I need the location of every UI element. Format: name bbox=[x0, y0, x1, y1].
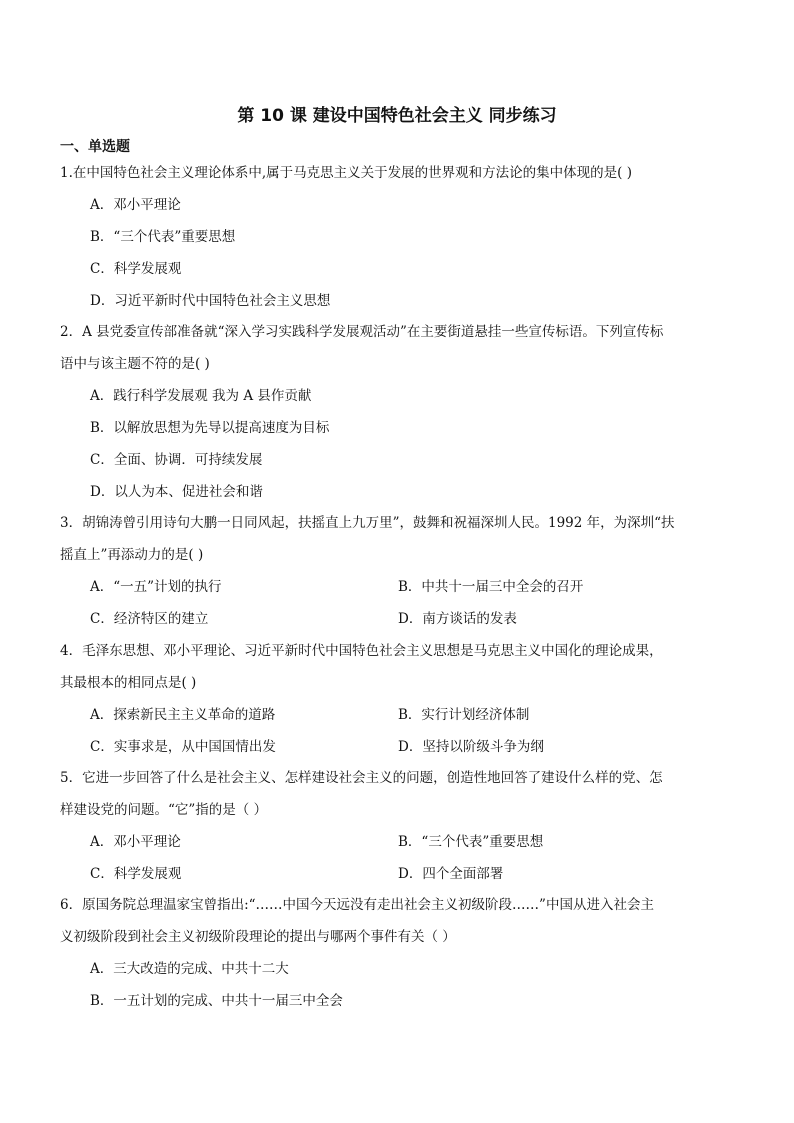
question-3-stem-line-2: 摇直上”再添动力的是( ) bbox=[60, 547, 204, 563]
question-6-option-b: B．一五计划的完成、中共十一届三中全会 bbox=[90, 993, 343, 1009]
question-3-option-a: A．“一五”计划的执行 bbox=[90, 579, 222, 595]
question-3-option-c: C．经济特区的建立 bbox=[90, 611, 209, 627]
question-2-stem-line-2: 语中与该主题不符的是( ) bbox=[60, 356, 210, 372]
question-4-option-d: D．坚持以阶级斗争为纲 bbox=[398, 739, 544, 755]
question-2-option-a: A．践行科学发展观 我为 A 县作贡献 bbox=[90, 388, 312, 404]
question-4-option-c: C．实事求是，从中国国情出发 bbox=[90, 739, 276, 755]
question-1-option-d: D．习近平新时代中国特色社会主义思想 bbox=[90, 293, 331, 309]
question-1-option-c: C．科学发展观 bbox=[90, 261, 182, 277]
question-6-stem-line-2: 义初级阶段到社会主义初级阶段理论的提出与哪两个事件有关（ ） bbox=[60, 929, 456, 945]
question-1-option-b: B．“三个代表”重要思想 bbox=[90, 229, 236, 245]
question-2-option-b: B．以解放思想为先导以提高速度为目标 bbox=[90, 420, 330, 436]
question-5-option-c: C．科学发展观 bbox=[90, 866, 182, 882]
question-1-stem: 1.在中国特色社会主义理论体系中,属于马克思主义关于发展的世界观和方法论的集中体现的是( ) bbox=[60, 165, 632, 181]
question-6-stem-line-1: 6．原国务院总理温家宝曾指出:“……中国今天远没有走出社会主义初级阶段……”中国从进入社会主 bbox=[60, 897, 654, 913]
question-5-option-d: D．四个全面部署 bbox=[398, 866, 504, 882]
question-5-stem-line-2: 样建设党的问题。“它”指的是（ ） bbox=[60, 802, 268, 818]
question-5-option-a: A．邓小平理论 bbox=[90, 834, 181, 850]
question-3-option-d: D．南方谈话的发表 bbox=[398, 611, 517, 627]
question-6-option-a: A．三大改造的完成、中共十二大 bbox=[90, 961, 289, 977]
question-5-stem-line-1: 5．它进一步回答了什么是社会主义、怎样建设社会主义的问题，创造性地回答了建设什么样的党、怎 bbox=[60, 770, 663, 786]
question-3-option-b: B．中共十一届三中全会的召开 bbox=[398, 579, 584, 595]
question-2-option-c: C．全面、协调．可持续发展 bbox=[90, 452, 263, 468]
question-2-stem-line-1: 2．A 县党委宣传部准备就“深入学习实践科学发展观活动”在主要街道悬挂一些宣传标语。下列宣传标 bbox=[60, 324, 664, 340]
question-3-stem-line-1: 3．胡锦涛曾引用诗句大鹏一日同风起，扶摇直上九万里”，鼓舞和祝福深圳人民。1992 年，为深圳“扶 bbox=[60, 515, 675, 531]
question-4-stem-line-2: 其最根本的相同点是( ) bbox=[60, 675, 197, 691]
question-4-option-b: B．实行计划经济体制 bbox=[398, 707, 530, 723]
question-2-option-d: D．以人为本、促进社会和谐 bbox=[90, 484, 263, 500]
question-4-stem-line-1: 4．毛泽东思想、邓小平理论、习近平新时代中国特色社会主义思想是马克思主义中国化的理论成果， bbox=[60, 643, 663, 659]
question-1-option-a: A．邓小平理论 bbox=[90, 197, 181, 213]
section-heading: 一、单选题 bbox=[60, 139, 130, 155]
page-title: 第 10 课 建设中国特色社会主义 同步练习 bbox=[237, 106, 557, 126]
question-5-option-b: B．“三个代表”重要思想 bbox=[398, 834, 544, 850]
question-4-option-a: A．探索新民主主义革命的道路 bbox=[90, 707, 276, 723]
